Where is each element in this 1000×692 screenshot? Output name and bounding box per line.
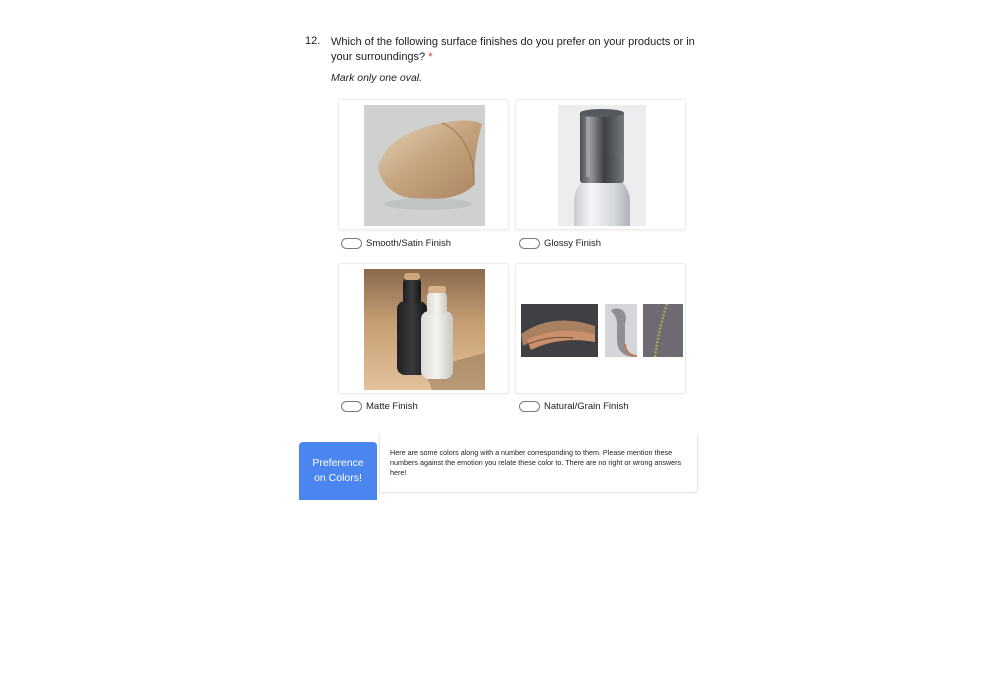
section-title-line2: on Colors! [314,472,362,484]
question-text [331,35,711,65]
section-description-card [379,434,698,493]
bent-satin-metal-sheet-image [364,105,485,226]
required-asterisk: * [428,51,433,63]
option-smooth-satin[interactable] [341,238,451,249]
section-description: Here are some colors along with a number corresponding to them. Please mention these numbers against the emotion you relate these color to. There are no right or wrong answers here! [390,448,682,477]
option-card-matte [338,263,509,394]
glossy-glass-bottle-image [558,105,646,226]
option-label: Glossy Finish [544,238,602,249]
wood-grain-chair-samples-image [521,304,683,358]
option-label: Natural/Grain Finish [544,401,629,412]
radio-oval[interactable] [519,401,540,412]
matte-salt-pepper-grinders-image [364,269,485,390]
question-text-body: Which of the following surface finishes do you prefer on your products or in your surroundings? [331,36,695,63]
radio-oval[interactable] [341,401,362,412]
option-glossy[interactable] [519,238,601,249]
option-card-smooth-satin [338,99,509,230]
question-instruction: Mark only one oval. [331,72,423,84]
question-number: 12. [305,35,321,47]
option-card-glossy [515,99,686,230]
option-natural-grain[interactable] [519,401,628,412]
option-card-natural-grain [515,263,686,394]
option-matte[interactable] [341,401,418,412]
option-label: Matte Finish [366,401,418,412]
section-title-banner [299,442,377,500]
radio-oval[interactable] [519,238,540,249]
section-title-line1: Preference [312,457,364,469]
radio-oval[interactable] [341,238,362,249]
option-label: Smooth/Satin Finish [366,238,452,249]
